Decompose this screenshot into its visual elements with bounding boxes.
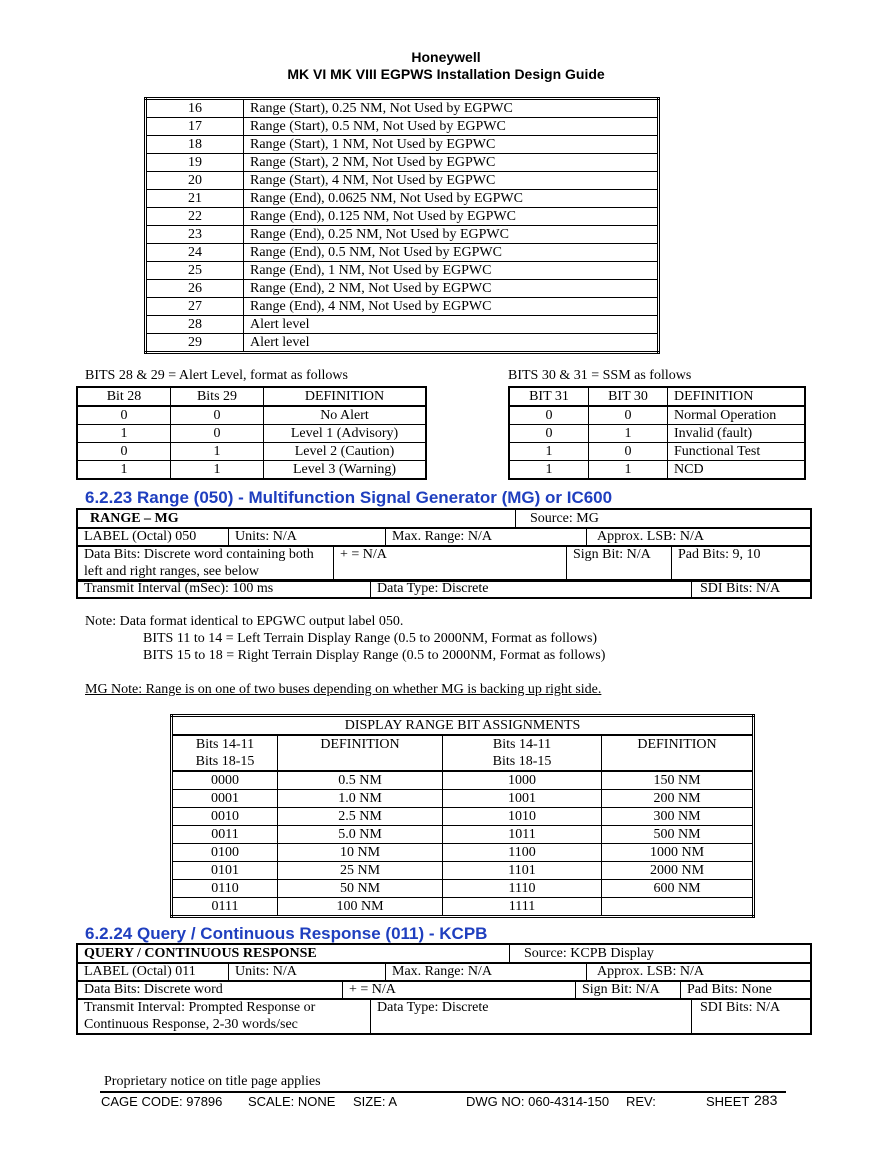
table-row bbox=[172, 880, 754, 898]
table-row bbox=[146, 118, 659, 136]
table-row bbox=[509, 461, 805, 480]
range-mg-info-table bbox=[76, 508, 812, 529]
bit-number: 18 bbox=[146, 136, 244, 154]
data-bits bbox=[77, 546, 334, 582]
ssm-table bbox=[508, 386, 806, 480]
bits-value: 0100 bbox=[172, 844, 278, 862]
scale: SCALE: NONE bbox=[248, 1094, 336, 1109]
alert-header: Bits 29 bbox=[171, 387, 264, 406]
table-row bbox=[172, 844, 754, 862]
plus-value: + = N/A bbox=[343, 981, 576, 1000]
table-cell: 0 bbox=[589, 406, 668, 425]
table-row bbox=[146, 244, 659, 262]
sheet-number: 283 bbox=[754, 1092, 778, 1108]
table-cell: 0 bbox=[171, 406, 264, 425]
query-label-row bbox=[76, 962, 812, 982]
bit-number: 24 bbox=[146, 244, 244, 262]
table-row bbox=[172, 808, 754, 826]
sdi-bits: SDI Bits: N/A bbox=[692, 999, 812, 1035]
definition-value: 500 NM bbox=[602, 826, 754, 844]
bits-value: 0110 bbox=[172, 880, 278, 898]
alert-table bbox=[76, 386, 427, 480]
query-interval-row bbox=[76, 998, 812, 1035]
bits-value: 1100 bbox=[443, 844, 602, 862]
bits-table bbox=[144, 97, 660, 354]
bit-description: Range (Start), 4 NM, Not Used by EGPWC bbox=[244, 172, 659, 190]
bits-value: 0011 bbox=[172, 826, 278, 844]
ssm-header: BIT 30 bbox=[589, 387, 668, 406]
definition-value: 300 NM bbox=[602, 808, 754, 826]
bit-description: Range (End), 4 NM, Not Used by EGPWC bbox=[244, 298, 659, 316]
display-range-table bbox=[170, 714, 755, 918]
bit-number: 20 bbox=[146, 172, 244, 190]
bits-value: 1111 bbox=[443, 898, 602, 917]
definition-value: 25 NM bbox=[278, 862, 443, 880]
bit-number: 16 bbox=[146, 99, 244, 118]
alert-header: DEFINITION bbox=[264, 387, 427, 406]
bits-header-line1: Bits 14-11 bbox=[492, 737, 552, 752]
bits-header-line2: Bits 18-15 bbox=[195, 754, 255, 769]
table-cell: 1 bbox=[509, 461, 589, 480]
table-row bbox=[146, 208, 659, 226]
dwg-no: DWG NO: 060-4314-150 bbox=[466, 1094, 610, 1109]
definition-value: 1000 NM bbox=[602, 844, 754, 862]
bit-description: Range (End), 0.0625 NM, Not Used by EGPWC bbox=[244, 190, 659, 208]
table-cell: 1 bbox=[77, 425, 171, 443]
ssm-header: BIT 31 bbox=[509, 387, 589, 406]
table-cell: 1 bbox=[509, 443, 589, 461]
table-row bbox=[146, 226, 659, 244]
data-bits-line2: left and right ranges, see below bbox=[84, 564, 259, 579]
table-cell: 0 bbox=[171, 425, 264, 443]
bit-description: Range (End), 1 NM, Not Used by EGPWC bbox=[244, 262, 659, 280]
bit-number: 26 bbox=[146, 280, 244, 298]
table-cell: 0 bbox=[77, 443, 171, 461]
plus-value: + = N/A bbox=[334, 546, 567, 582]
table-row bbox=[146, 172, 659, 190]
header-title: MK VI MK VIII EGPWS Installation Design Guide bbox=[287, 66, 605, 82]
note-line: BITS 11 to 14 = Left Terrain Display Range (0.5 to 2000NM, Format as follows) bbox=[143, 631, 598, 646]
definition-value: 2.5 NM bbox=[278, 808, 443, 826]
label-octal: LABEL (Octal) 011 bbox=[77, 963, 229, 982]
table-cell: Level 3 (Warning) bbox=[264, 461, 427, 480]
data-type: Data Type: Discrete bbox=[371, 580, 692, 599]
range-mg-databits-row bbox=[76, 545, 812, 582]
max-range: Max. Range: N/A bbox=[386, 528, 587, 547]
bit-description: Range (End), 0.25 NM, Not Used by EGPWC bbox=[244, 226, 659, 244]
approx-lsb: Approx. LSB: N/A bbox=[587, 963, 812, 982]
table-cell: 0 bbox=[589, 443, 668, 461]
transmit-interval: Transmit Interval (mSec): 100 ms bbox=[77, 580, 371, 599]
bit-description: Range (Start), 0.5 NM, Not Used by EGPWC bbox=[244, 118, 659, 136]
section-heading: 6.2.24 Query / Continuous Response (011) - KCPB bbox=[85, 924, 488, 943]
table-row bbox=[77, 425, 426, 443]
bits-value: 0000 bbox=[172, 771, 278, 790]
bit-description: Range (End), 2 NM, Not Used by EGPWC bbox=[244, 280, 659, 298]
definition-value: 50 NM bbox=[278, 880, 443, 898]
bits-value: 1001 bbox=[443, 790, 602, 808]
data-bits: Data Bits: Discrete word bbox=[77, 981, 343, 1000]
bits-value: 0101 bbox=[172, 862, 278, 880]
definition-value: 100 NM bbox=[278, 898, 443, 917]
table-cell: Level 1 (Advisory) bbox=[264, 425, 427, 443]
table-row bbox=[146, 316, 659, 334]
bit-number: 29 bbox=[146, 334, 244, 353]
table-cell: Invalid (fault) bbox=[668, 425, 806, 443]
display-range-title: DISPLAY RANGE BIT ASSIGNMENTS bbox=[172, 716, 754, 736]
table-cell: 1 bbox=[171, 443, 264, 461]
table-cell: Functional Test bbox=[668, 443, 806, 461]
definition-value bbox=[602, 898, 754, 917]
transmit-interval bbox=[77, 999, 371, 1035]
bits-value: 1101 bbox=[443, 862, 602, 880]
bit-number: 21 bbox=[146, 190, 244, 208]
units: Units: N/A bbox=[229, 963, 386, 982]
table-row bbox=[172, 790, 754, 808]
bits-value: 1011 bbox=[443, 826, 602, 844]
bits-header bbox=[443, 735, 602, 771]
table-row bbox=[77, 406, 426, 425]
sign-bit: Sign Bit: N/A bbox=[576, 981, 681, 1000]
footer-rule bbox=[100, 1091, 786, 1093]
definition-header: DEFINITION bbox=[278, 735, 443, 771]
sdi-bits: SDI Bits: N/A bbox=[692, 580, 812, 599]
table-row bbox=[146, 298, 659, 316]
bits-header-line2: Bits 18-15 bbox=[492, 754, 552, 769]
definition-value: 0.5 NM bbox=[278, 771, 443, 790]
definition-value: 5.0 NM bbox=[278, 826, 443, 844]
table-cell: 0 bbox=[509, 425, 589, 443]
transmit-interval-line2: Continuous Response, 2-30 words/sec bbox=[84, 1017, 298, 1032]
table-cell: NCD bbox=[668, 461, 806, 480]
signal-source: Source: MG bbox=[516, 509, 812, 528]
bit-description: Range (End), 0.5 NM, Not Used by EGPWC bbox=[244, 244, 659, 262]
alert-caption: BITS 28 & 29 = Alert Level, format as follows bbox=[85, 368, 348, 383]
label-octal: LABEL (Octal) 050 bbox=[77, 528, 229, 547]
signal-source: Source: KCPB Display bbox=[510, 944, 812, 963]
bit-number: 23 bbox=[146, 226, 244, 244]
pad-bits: Pad Bits: 9, 10 bbox=[672, 546, 812, 582]
bits-value: 0001 bbox=[172, 790, 278, 808]
bit-number: 19 bbox=[146, 154, 244, 172]
table-row bbox=[172, 898, 754, 917]
table-cell: No Alert bbox=[264, 406, 427, 425]
sheet-label: SHEET bbox=[706, 1094, 750, 1109]
table-row bbox=[146, 99, 659, 118]
query-info-table bbox=[76, 943, 812, 964]
bit-description: Range (Start), 0.25 NM, Not Used by EGPWC bbox=[244, 99, 659, 118]
bit-number: 22 bbox=[146, 208, 244, 226]
definition-value: 150 NM bbox=[602, 771, 754, 790]
data-bits-line1: Data Bits: Discrete word containing both bbox=[84, 547, 314, 562]
units: Units: N/A bbox=[229, 528, 386, 547]
bit-number: 27 bbox=[146, 298, 244, 316]
table-cell: 1 bbox=[589, 425, 668, 443]
header-company: Honeywell bbox=[411, 49, 481, 65]
table-row bbox=[509, 406, 805, 425]
definition-value: 10 NM bbox=[278, 844, 443, 862]
bit-description: Alert level bbox=[244, 316, 659, 334]
table-row bbox=[172, 826, 754, 844]
query-databits-row bbox=[76, 980, 812, 1000]
definition-value: 1.0 NM bbox=[278, 790, 443, 808]
bit-description: Range (End), 0.125 NM, Not Used by EGPWC bbox=[244, 208, 659, 226]
transmit-interval-line1: Transmit Interval: Prompted Response or bbox=[84, 1000, 316, 1015]
proprietary-notice: Proprietary notice on title page applies bbox=[104, 1074, 321, 1089]
size: SIZE: A bbox=[353, 1094, 398, 1109]
approx-lsb: Approx. LSB: N/A bbox=[587, 528, 812, 547]
table-row bbox=[146, 334, 659, 353]
signal-name: QUERY / CONTINUOUS RESPONSE bbox=[77, 944, 510, 963]
table-row bbox=[146, 154, 659, 172]
definition-value: 2000 NM bbox=[602, 862, 754, 880]
table-row bbox=[146, 280, 659, 298]
bit-description: Range (Start), 2 NM, Not Used by EGPWC bbox=[244, 154, 659, 172]
cage-code: CAGE CODE: 97896 bbox=[101, 1094, 223, 1109]
ssm-header: DEFINITION bbox=[668, 387, 806, 406]
range-mg-interval-row bbox=[76, 579, 812, 599]
pad-bits: Pad Bits: None bbox=[681, 981, 812, 1000]
range-mg-label-row bbox=[76, 527, 812, 547]
bits-header bbox=[172, 735, 278, 771]
table-cell: 1 bbox=[589, 461, 668, 480]
bit-number: 25 bbox=[146, 262, 244, 280]
ssm-caption: BITS 30 & 31 = SSM as follows bbox=[508, 368, 692, 383]
bits-value: 0111 bbox=[172, 898, 278, 917]
bits-header-line1: Bits 14-11 bbox=[195, 737, 255, 752]
table-cell: 0 bbox=[509, 406, 589, 425]
table-row bbox=[77, 443, 426, 461]
note-line: BITS 15 to 18 = Right Terrain Display Range (0.5 to 2000NM, Format as follows) bbox=[143, 648, 606, 663]
table-row bbox=[146, 190, 659, 208]
bit-description: Range (Start), 1 NM, Not Used by EGPWC bbox=[244, 136, 659, 154]
table-row bbox=[146, 262, 659, 280]
table-cell: 0 bbox=[77, 406, 171, 425]
rev: REV: bbox=[626, 1094, 656, 1109]
table-cell: 1 bbox=[77, 461, 171, 480]
table-row bbox=[172, 862, 754, 880]
bit-description: Alert level bbox=[244, 334, 659, 353]
table-row bbox=[172, 771, 754, 790]
bit-number: 28 bbox=[146, 316, 244, 334]
mg-note: MG Note: Range is on one of two buses depending on whether MG is backing up right side. bbox=[85, 682, 602, 697]
bit-number: 17 bbox=[146, 118, 244, 136]
bits-value: 1110 bbox=[443, 880, 602, 898]
bits-value: 1010 bbox=[443, 808, 602, 826]
definition-value: 600 NM bbox=[602, 880, 754, 898]
table-row bbox=[77, 461, 426, 480]
note-line: Note: Data format identical to EPGWC output label 050. bbox=[85, 614, 404, 629]
table-cell: Level 2 (Caution) bbox=[264, 443, 427, 461]
alert-header: Bit 28 bbox=[77, 387, 171, 406]
sign-bit: Sign Bit: N/A bbox=[567, 546, 672, 582]
bits-value: 1000 bbox=[443, 771, 602, 790]
data-type: Data Type: Discrete bbox=[371, 999, 692, 1035]
definition-value: 200 NM bbox=[602, 790, 754, 808]
table-row bbox=[146, 136, 659, 154]
table-row bbox=[509, 443, 805, 461]
max-range: Max. Range: N/A bbox=[386, 963, 587, 982]
table-cell: 1 bbox=[171, 461, 264, 480]
section-heading: 6.2.23 Range (050) - Multifunction Signal Generator (MG) or IC600 bbox=[85, 488, 613, 507]
table-row bbox=[509, 425, 805, 443]
definition-header: DEFINITION bbox=[602, 735, 754, 771]
bits-value: 0010 bbox=[172, 808, 278, 826]
table-cell: Normal Operation bbox=[668, 406, 806, 425]
signal-name: RANGE – MG bbox=[77, 509, 516, 528]
